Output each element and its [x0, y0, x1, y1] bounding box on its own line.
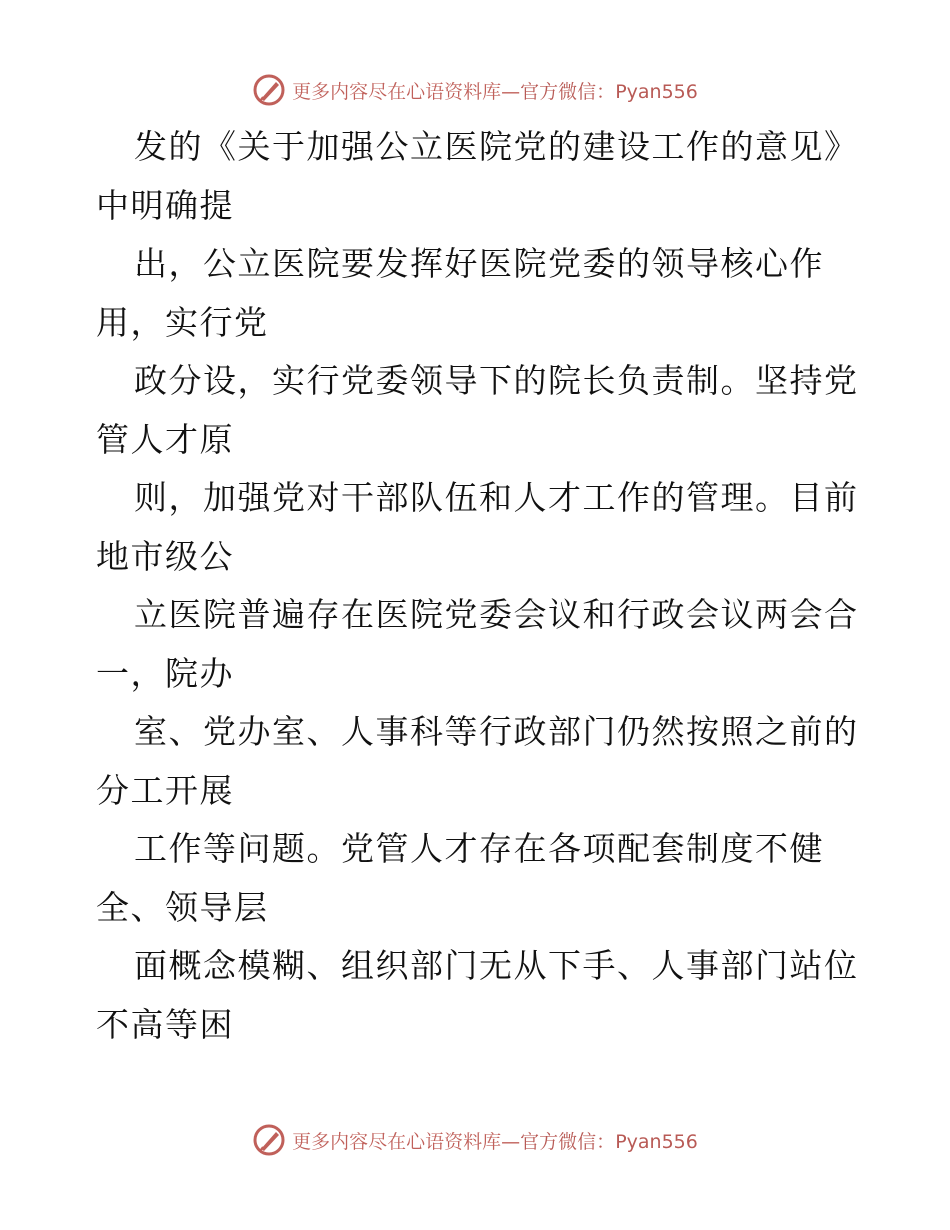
body-line: 分工开展	[96, 770, 234, 810]
body-line: 地市级公	[96, 536, 234, 576]
body-line: 则，加强党对干部队伍和人才工作的管理。目前	[134, 478, 859, 517]
watermark-text	[292, 1127, 698, 1154]
watermark-separator: —	[501, 1130, 521, 1153]
header-watermark	[0, 70, 950, 110]
body-line: 工作等问题。党管人才存在各项配套制度不健	[134, 829, 824, 868]
body-line: 管人才原	[96, 419, 234, 459]
watermark-text	[292, 77, 698, 104]
watermark-wechat-id: Pyan556	[615, 1130, 698, 1153]
watermark-wechat-label: 官方微信：	[520, 1130, 616, 1153]
watermark-site: 更多内容尽在心语资料库	[292, 80, 502, 103]
body-line: 全、领导层	[96, 887, 269, 927]
body-line: 一，院办	[96, 653, 234, 693]
quill-pen-seal-icon	[252, 73, 286, 107]
body-line: 中明确提	[96, 185, 234, 225]
body-line: 出，公立医院要发挥好医院党委的领导核心作	[134, 244, 824, 283]
watermark-site: 更多内容尽在心语资料库	[292, 1130, 502, 1153]
footer-watermark	[0, 1120, 950, 1160]
body-line: 发的《关于加强公立医院党的建设工作的意见》	[134, 127, 859, 166]
body-line: 政分设，实行党委领导下的院长负责制。坚持党	[134, 361, 859, 400]
quill-pen-seal-icon	[252, 1123, 286, 1157]
body-line: 立医院普遍存在医院党委会议和行政会议两会合	[134, 595, 859, 634]
body-line: 用，实行党	[96, 302, 269, 342]
watermark-separator: —	[501, 80, 521, 103]
body-line: 室、党办室、人事科等行政部门仍然按照之前的	[134, 712, 859, 751]
watermark-wechat-label: 官方微信：	[520, 80, 616, 103]
body-line: 不高等困	[96, 1004, 234, 1044]
document-body	[96, 118, 859, 1054]
body-line: 面概念模糊、组织部门无从下手、人事部门站位	[134, 946, 859, 985]
watermark-wechat-id: Pyan556	[615, 80, 698, 103]
